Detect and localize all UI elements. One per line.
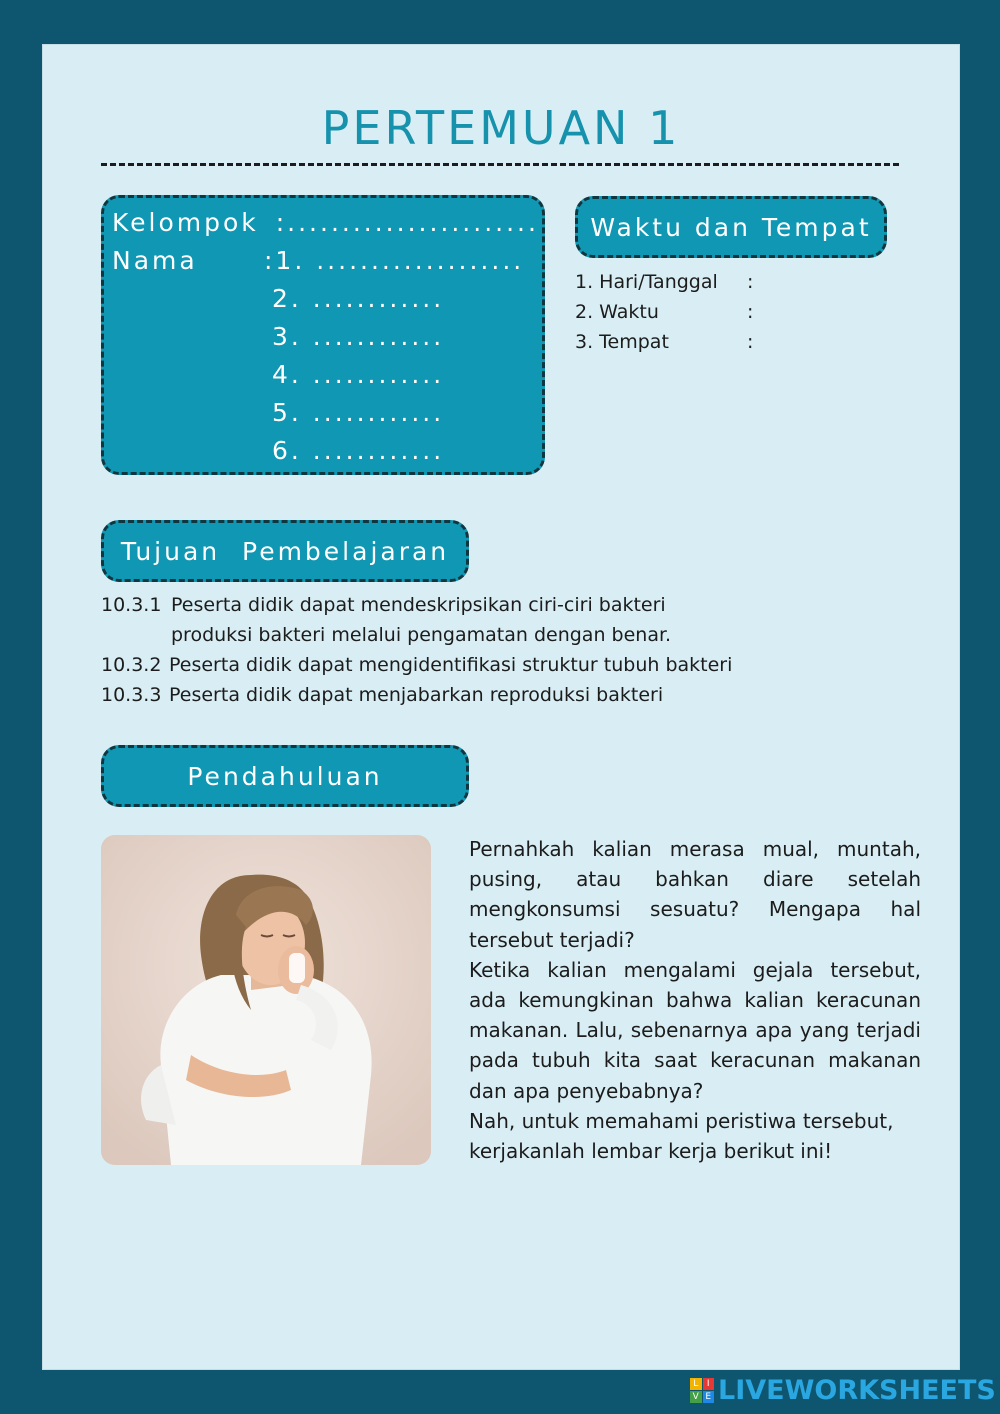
tujuan-heading: Tujuan Pembelajaran <box>101 520 469 582</box>
list-item <box>101 654 921 684</box>
objective-code: 10.3.3 <box>101 684 162 706</box>
waktu-tempat-heading: Waktu dan Tempat <box>575 196 887 258</box>
kelompok-field[interactable]: :....................... <box>275 208 539 237</box>
tujuan-list <box>101 594 921 714</box>
pendahuluan-heading: Pendahuluan <box>101 745 469 807</box>
intro-paragraph: Pernahkah kalian merasa mual, muntah, pusing, atau bahkan diare setelah mengkonsumsi sesuatu? Mengapa hal tersebut terjadi? <box>469 837 921 952</box>
info-label: 1. Hari/Tanggal <box>575 271 718 293</box>
info-label: 3. Tempat <box>575 331 669 353</box>
group-identity-box <box>101 195 545 475</box>
info-label: 2. Waktu <box>575 301 659 323</box>
objective-text: Peserta didik dapat mengidentifikasi struktur tubuh bakteri <box>169 654 733 676</box>
info-colon: : <box>747 301 754 323</box>
objective-text: Peserta didik dapat mendeskripsikan ciri-ciri bakteri <box>171 594 666 616</box>
liveworksheets-logo[interactable] <box>690 1374 996 1406</box>
list-item <box>101 624 921 654</box>
nama-field-4[interactable]: 4. ............ <box>272 360 445 389</box>
list-item <box>101 594 921 624</box>
woman-illustration <box>101 835 431 1165</box>
objective-code: 10.3.1 <box>101 594 162 616</box>
intro-paragraph: Ketika kalian mengalami gejala tersebut, ada kemungkinan bahwa kalian keracunan makanan. Lalu, sebenarnya apa yang terjadi pada tubuh kita saat keracunan makanan dan apa penyebabnya? <box>469 957 921 1103</box>
nama-field-6[interactable]: 6. ............ <box>272 436 445 465</box>
logo-text: LIVEWORKSHEETS <box>718 1374 996 1406</box>
nama-field-3[interactable]: 3. ............ <box>272 322 445 351</box>
nama-field-5[interactable]: 5. ............ <box>272 398 445 427</box>
page-title: PERTEMUAN 1 <box>321 101 681 155</box>
liveworksheets-logo-icon: L I V E <box>690 1378 714 1402</box>
objective-code: 10.3.2 <box>101 654 162 676</box>
objective-text: produksi bakteri melalui pengamatan dengan benar. <box>171 624 672 646</box>
info-colon: : <box>747 271 754 293</box>
nama-field-2[interactable]: 2. ............ <box>272 284 445 313</box>
nauseous-woman-photo <box>101 835 431 1165</box>
pendahuluan-text <box>469 834 921 1166</box>
kelompok-row <box>112 208 539 237</box>
kelompok-label: Kelompok <box>112 208 259 237</box>
intro-paragraph: Nah, untuk memahami peristiwa tersebut, kerjakanlah lembar kerja berikut ini! <box>469 1108 894 1164</box>
worksheet-page <box>42 44 960 1370</box>
nama-label: Nama <box>112 246 198 275</box>
nama-field-1[interactable]: :1. ................... <box>264 246 525 275</box>
info-colon: : <box>747 331 754 353</box>
list-item <box>101 684 921 714</box>
objective-text: Peserta didik dapat menjabarkan reproduksi bakteri <box>169 684 664 706</box>
title-divider <box>101 163 899 166</box>
